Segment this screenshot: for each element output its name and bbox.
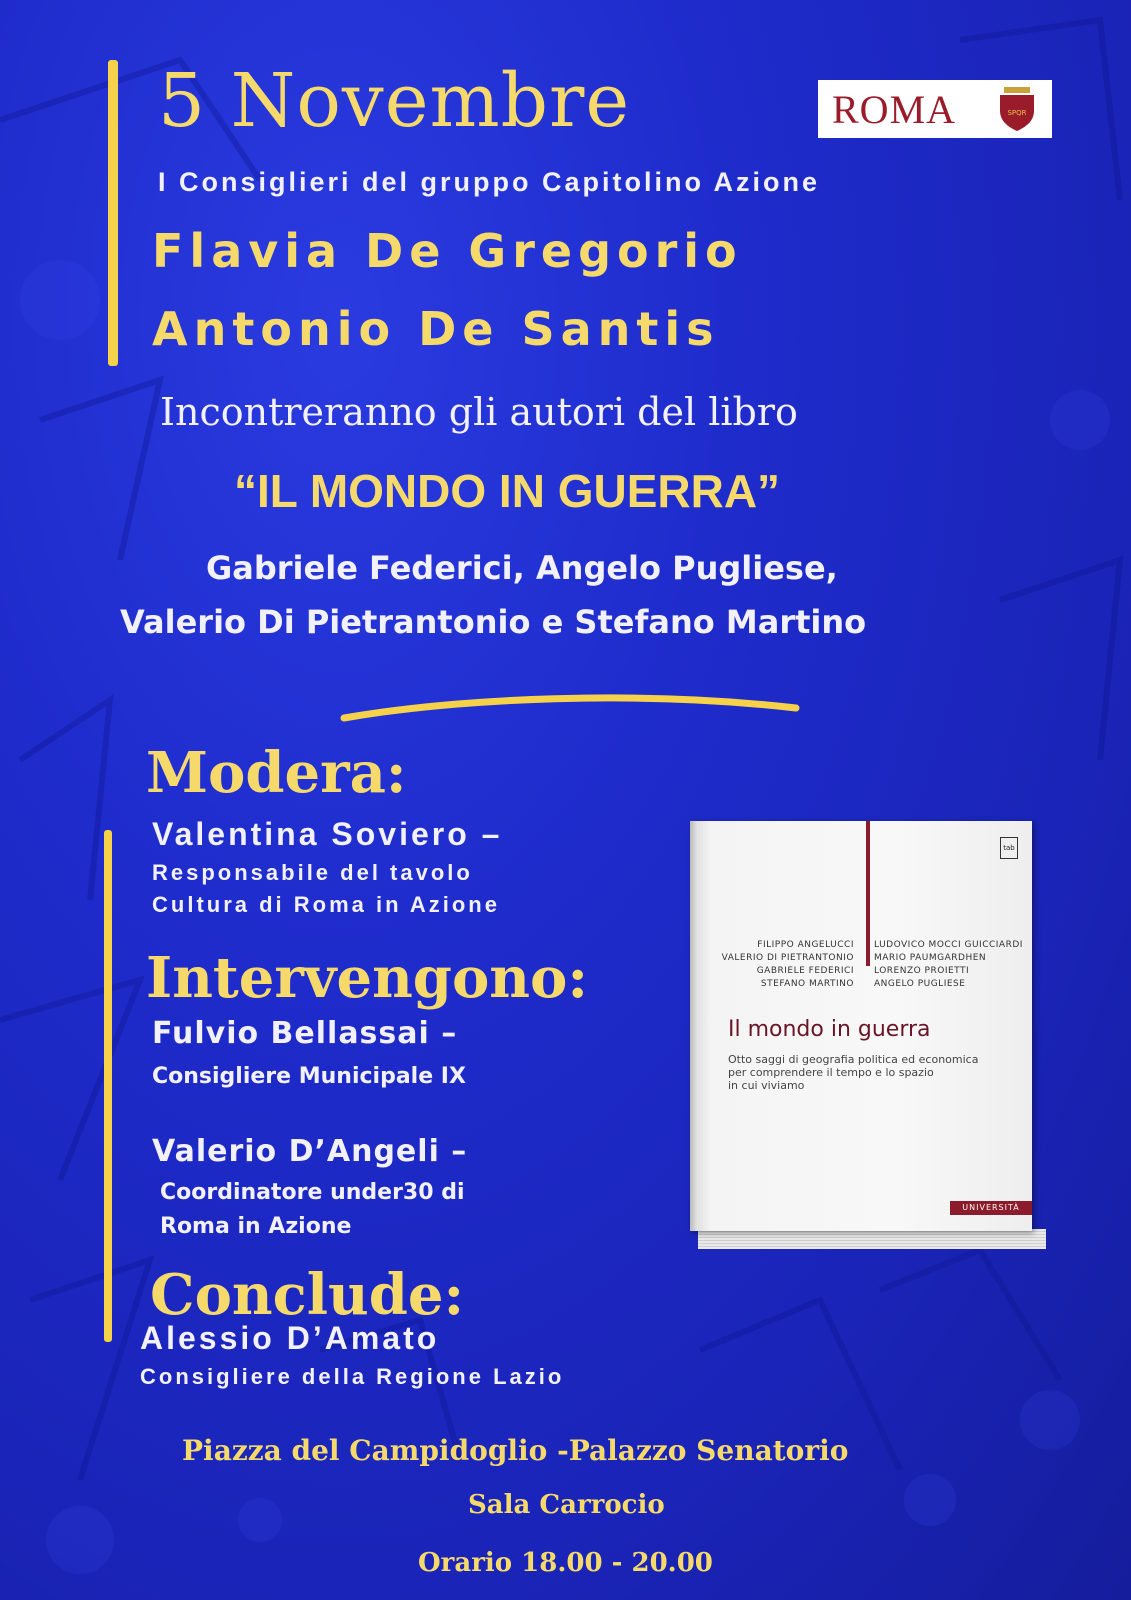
brush-divider	[340, 688, 800, 724]
cover-subtitle-line: in cui viviamo	[728, 1079, 805, 1092]
cover-author: STEFANO MARTINO	[760, 979, 854, 989]
cover-author: VALERIO DI PIETRANTONIO	[721, 953, 854, 963]
modera-heading: Modera:	[146, 740, 407, 806]
book-title: “IL MONDO IN GUERRA”	[234, 465, 781, 517]
book-cover-image	[680, 815, 1052, 1255]
meeting-line: Incontreranno gli autori del libro	[160, 390, 798, 434]
speaker-2-role-2: Roma in Azione	[160, 1214, 352, 1239]
intro-line: I Consiglieri del gruppo Capitolino Azione	[158, 167, 820, 197]
speaker-1-role: Consigliere Municipale IX	[152, 1064, 466, 1089]
event-date: 5 Novembre	[158, 58, 631, 144]
roma-logo	[818, 80, 1052, 138]
cover-author: LUDOVICO MOCCI GUICCIARDI	[874, 940, 1023, 950]
conclude-heading: Conclude:	[150, 1262, 465, 1328]
book-spine	[690, 821, 698, 1231]
roma-shield-icon	[998, 87, 1036, 131]
cover-author: GABRIELE FEDERICI	[756, 966, 854, 976]
closing-speaker-name: Alessio D’Amato	[140, 1320, 440, 1356]
cover-author: MARIO PAUMGARDHEN	[874, 953, 987, 963]
authors-line-2: Valerio Di Pietrantonio e Stefano Martino	[120, 603, 867, 641]
moderator-role-1: Responsabile del tavolo	[152, 860, 473, 885]
authors-line-1: Gabriele Federici, Angelo Pugliese,	[206, 549, 838, 587]
speaker-1-name: Fulvio Bellassai –	[152, 1016, 458, 1051]
cover-red-line	[866, 821, 870, 966]
event-time: Orario 18.00 - 20.00	[418, 1548, 713, 1578]
moderator-name: Valentina Soviero –	[152, 816, 503, 852]
speaker-2-role-1: Coordinatore under30 di	[160, 1180, 465, 1205]
publisher-mark: tab	[1000, 837, 1018, 859]
cover-authors-right	[874, 939, 1023, 991]
header-accent-bar	[108, 60, 118, 366]
cover-author: ANGELO PUGLIESE	[874, 979, 966, 989]
host-name-1: Flavia De Gregorio	[152, 224, 743, 278]
roma-logo-text: ROMA	[832, 87, 957, 132]
speaker-2-name: Valerio D’Angeli –	[152, 1134, 468, 1169]
book-pages	[698, 1229, 1046, 1249]
cover-authors-left	[722, 939, 854, 991]
cover-author: FILIPPO ANGELUCCI	[757, 940, 854, 950]
room: Sala Carrocio	[468, 1490, 665, 1520]
series-label: UNIVERSITÀ	[950, 1201, 1032, 1215]
svg-text:SPQR: SPQR	[1007, 109, 1027, 117]
intervengono-heading: Intervengono:	[146, 945, 589, 1011]
book-cover	[690, 821, 1032, 1231]
cover-subtitle	[728, 1053, 978, 1092]
venue: Piazza del Campidoglio -Palazzo Senatorio	[182, 1434, 849, 1467]
moderator-role-2: Cultura di Roma in Azione	[152, 892, 500, 917]
cover-subtitle-line: per comprendere il tempo e lo spazio	[728, 1066, 934, 1079]
body-accent-bar	[104, 830, 112, 1342]
closing-speaker-role: Consigliere della Regione Lazio	[140, 1364, 565, 1389]
cover-subtitle-line: Otto saggi di geografia politica ed economica	[728, 1053, 979, 1066]
cover-title: Il mondo in guerra	[728, 1017, 931, 1042]
cover-author: LORENZO PROIETTI	[874, 966, 970, 976]
host-name-2: Antonio De Santis	[152, 302, 720, 356]
